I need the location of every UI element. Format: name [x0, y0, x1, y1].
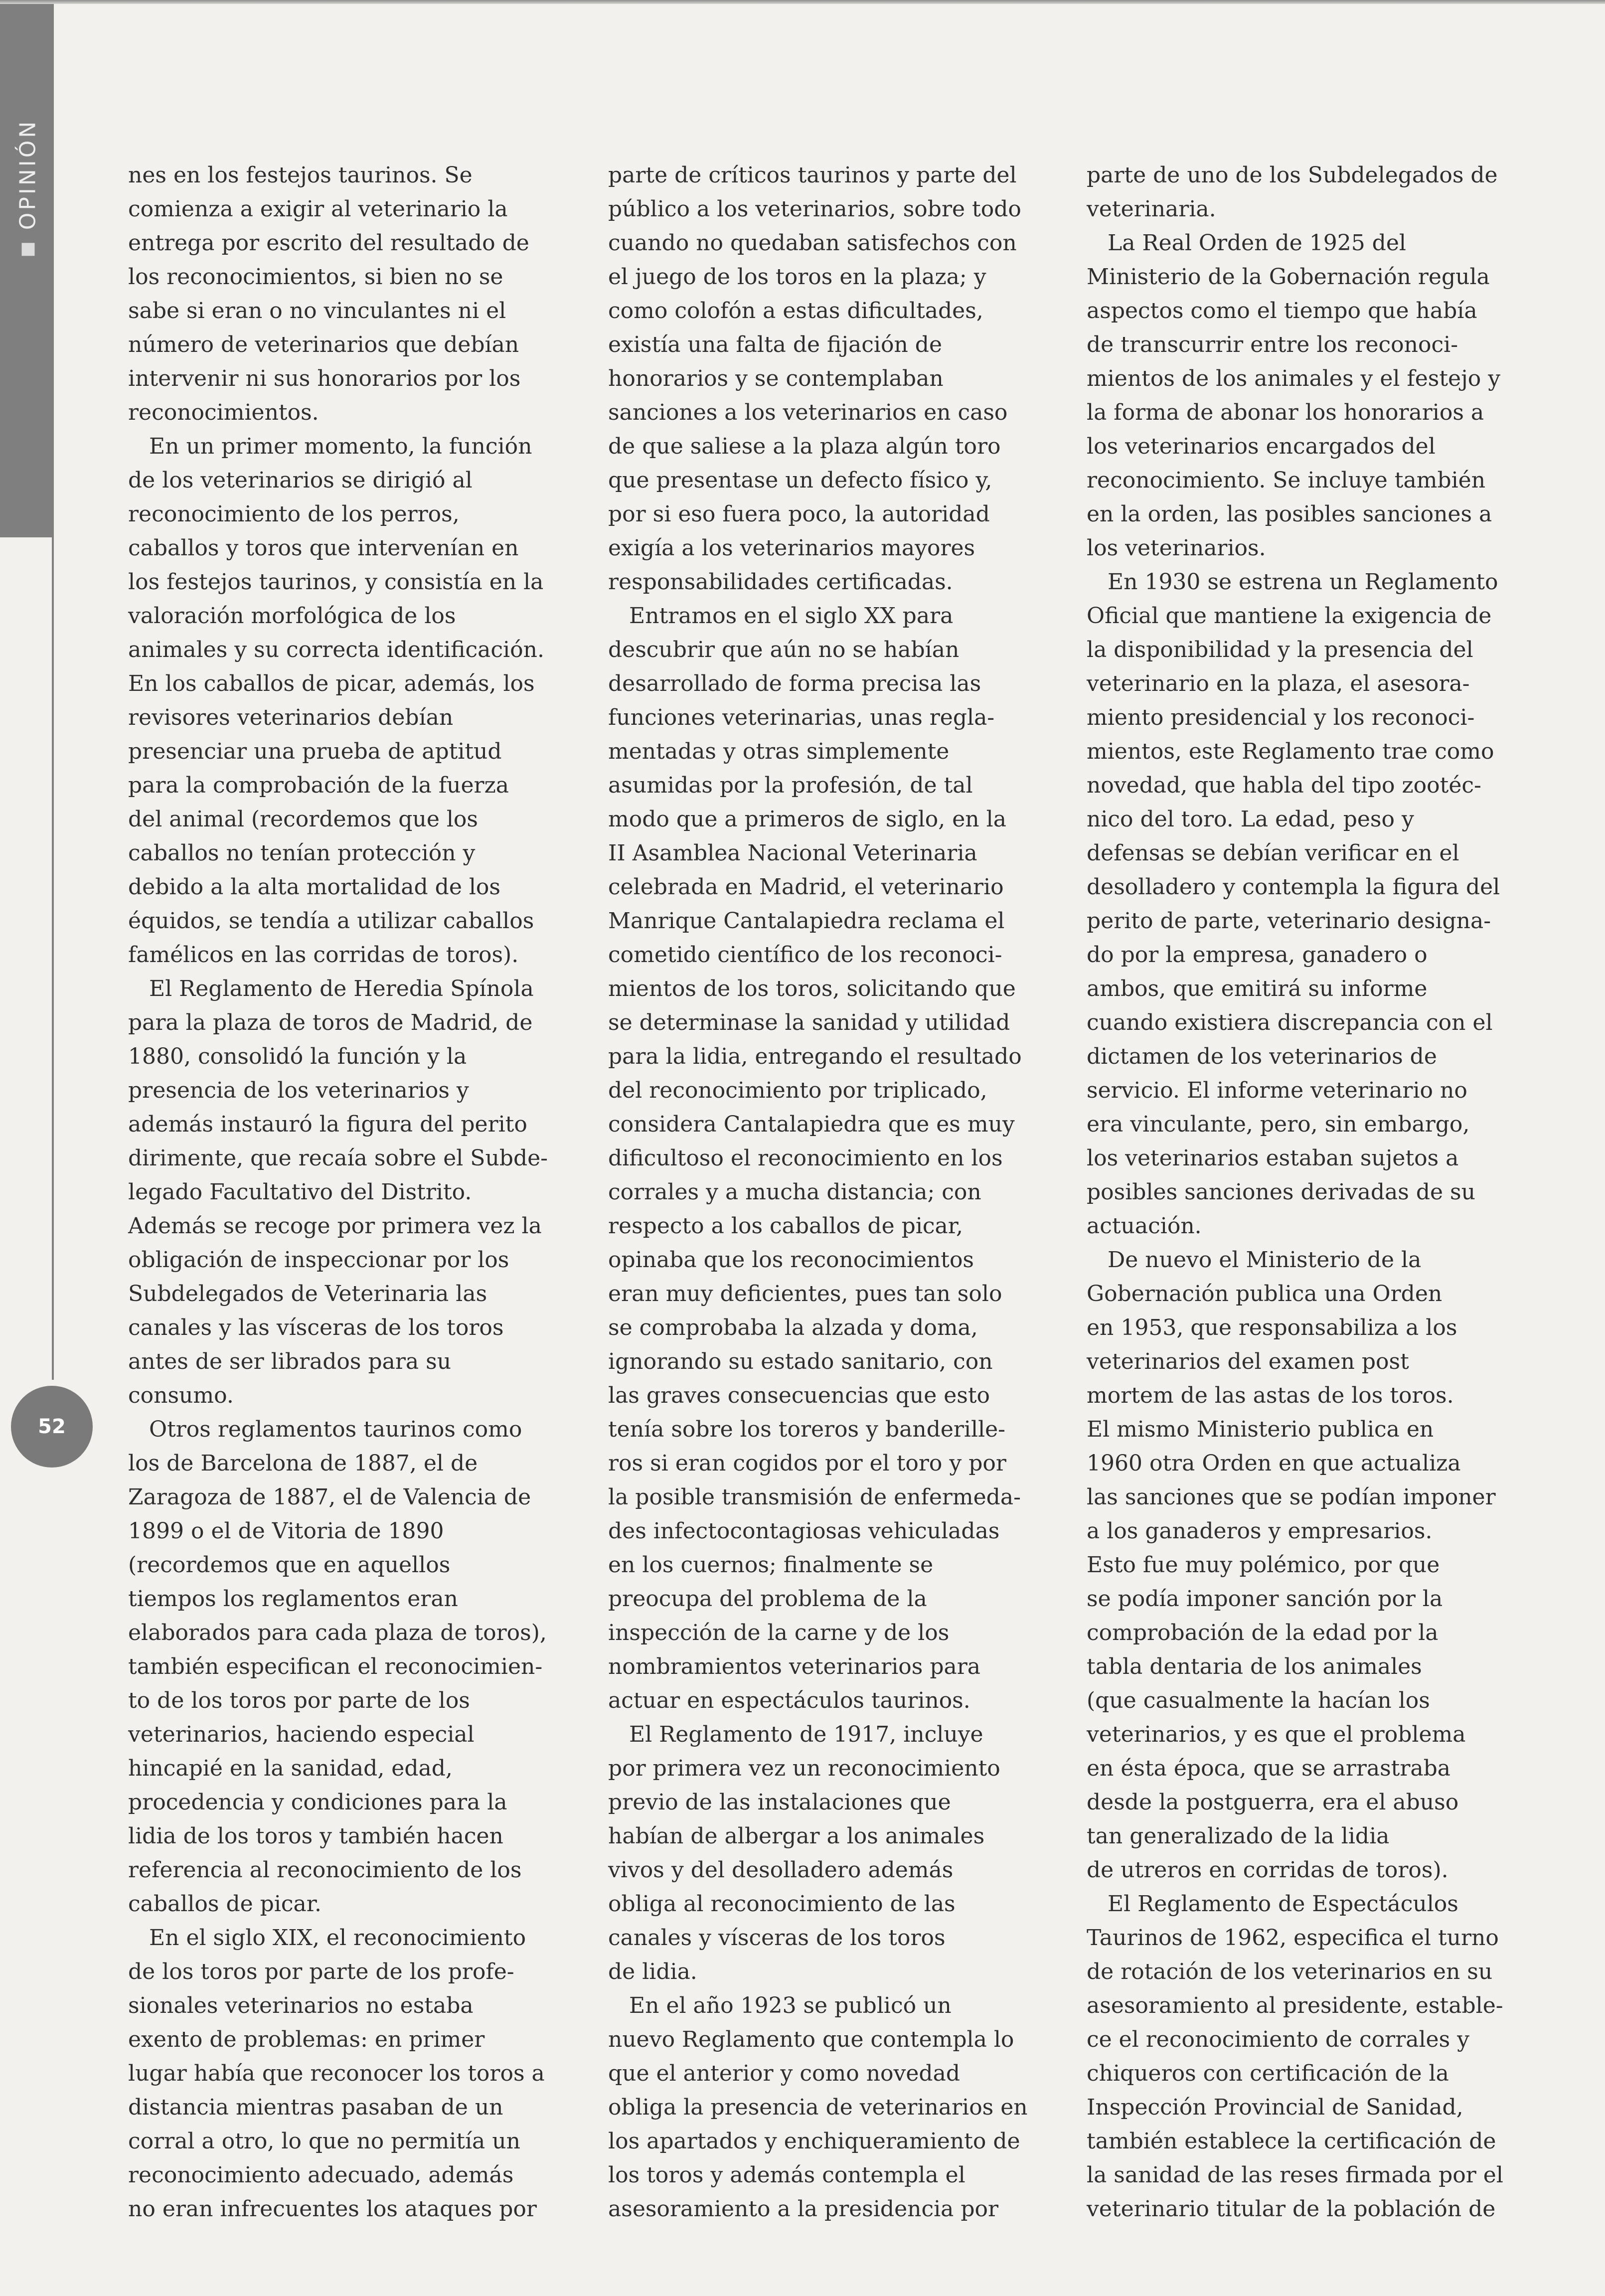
text-line: los veterinarios estaban sujetos a	[1087, 1146, 1459, 1171]
text-line: corrales y a mucha distancia; con	[608, 1179, 981, 1205]
text-line: Zaragoza de 1887, el de Valencia de	[128, 1484, 531, 1510]
text-line: inspección de la carne y de los	[608, 1620, 950, 1645]
text-line: modo que a primeros de siglo, en la	[608, 807, 1006, 832]
text-line: por primera vez un reconocimiento	[608, 1756, 1000, 1781]
text-line: presenciar una prueba de aptitud	[128, 739, 502, 764]
text-line: desarrollado de forma precisa las	[608, 671, 981, 696]
text-line: de que saliese a la plaza algún toro	[608, 434, 1001, 459]
text-line: además instauró la figura del perito	[128, 1112, 527, 1137]
text-line: Oficial que mantiene la exigencia de	[1087, 603, 1492, 629]
text-line: no eran infrecuentes los ataques por	[128, 2196, 537, 2222]
text-line: En el año 1923 se publicó un	[629, 1993, 952, 2018]
text-line: Inspección Provincial de Sanidad,	[1087, 2095, 1463, 2120]
text-line: veterinarios, y es que el problema	[1087, 1722, 1466, 1747]
text-line: presencia de los veterinarios y	[128, 1078, 469, 1103]
top-rule	[0, 0, 1605, 4]
text-line: en los cuernos; finalmente se	[608, 1552, 934, 1578]
text-line: el juego de los toros en la plaza; y	[608, 264, 986, 290]
text-line: también especifican el reconocimien-	[128, 1654, 543, 1679]
text-line: reconocimientos.	[128, 400, 319, 425]
text-line: de lidia.	[608, 1959, 697, 1984]
text-line: nes en los festejos taurinos. Se	[128, 163, 473, 188]
text-line: tabla dentaria de los animales	[1087, 1654, 1422, 1679]
text-line: las graves consecuencias que esto	[608, 1383, 990, 1408]
text-line: revisores veterinarios debían	[128, 705, 454, 730]
text-line: actuación.	[1087, 1213, 1202, 1239]
text-line: Manrique Cantalapiedra reclama el	[608, 908, 1005, 934]
text-line: los toros y además contempla el	[608, 2162, 965, 2188]
text-line: exento de problemas: en primer	[128, 2027, 485, 2052]
text-line: nico del toro. La edad, peso y	[1087, 807, 1414, 832]
text-line: público a los veterinarios, sobre todo	[608, 196, 1021, 222]
section-label-text: OPINIÓN	[15, 119, 41, 230]
text-line: Otros reglamentos taurinos como	[149, 1417, 522, 1442]
text-line: parte de uno de los Subdelegados de	[1087, 163, 1498, 188]
text-line: para la comprobación de la fuerza	[128, 773, 509, 798]
text-line: cometido científico de los reconoci-	[608, 942, 1002, 968]
text-line: canales y las vísceras de los toros	[128, 1315, 504, 1340]
text-line: Entramos en el siglo XX para	[629, 603, 954, 629]
text-line: vivos y del desolladero además	[608, 1857, 954, 1883]
text-line: ignorando su estado sanitario, con	[608, 1349, 993, 1374]
text-line: los reconocimientos, si bien no se	[128, 264, 503, 290]
text-line: (recordemos que en aquellos	[128, 1552, 451, 1578]
text-line: veterinario en la plaza, el asesora-	[1087, 671, 1470, 696]
text-column-3	[1087, 159, 1525, 2226]
text-line: los de Barcelona de 1887, el de	[128, 1451, 478, 1476]
text-line: équidos, se tendía a utilizar caballos	[128, 908, 534, 934]
text-line: sionales veterinarios no estaba	[128, 1993, 474, 2018]
text-line: corral a otro, lo que no permitía un	[128, 2129, 520, 2154]
text-line: funciones veterinarias, unas regla-	[608, 705, 995, 730]
text-line: De nuevo el Ministerio de la	[1108, 1247, 1422, 1273]
text-line: honorarios y se contemplaban	[608, 366, 944, 391]
text-line: 1899 o el de Vitoria de 1890	[128, 1518, 444, 1544]
text-line: considera Cantalapiedra que es muy	[608, 1112, 1015, 1137]
text-column-2	[608, 159, 1047, 2226]
text-line: en ésta época, que se arrastraba	[1087, 1756, 1451, 1781]
text-line: tenía sobre los toreros y banderille-	[608, 1417, 1006, 1442]
text-line: servicio. El informe veterinario no	[1087, 1078, 1467, 1103]
text-line: chiqueros con certificación de la	[1087, 2061, 1449, 2086]
text-line: número de veterinarios que debían	[128, 332, 519, 357]
text-line: En el siglo XIX, el reconocimiento	[149, 1925, 526, 1951]
text-line: actuar en espectáculos taurinos.	[608, 1688, 970, 1713]
text-line: mortem de las astas de los toros.	[1087, 1383, 1454, 1408]
text-line: to de los toros por parte de los	[128, 1688, 470, 1713]
text-line: aspectos como el tiempo que había	[1087, 298, 1477, 324]
text-line: de los veterinarios se dirigió al	[128, 468, 473, 493]
text-line: debido a la alta mortalidad de los	[128, 874, 500, 900]
text-line: mientos de los animales y el festejo y	[1087, 366, 1501, 391]
text-line: celebrada en Madrid, el veterinario	[608, 874, 1004, 900]
text-line: asesoramiento a la presidencia por	[608, 2196, 999, 2222]
text-line: perito de parte, veterinario designa-	[1087, 908, 1491, 934]
text-line: obliga la presencia de veterinarios en	[608, 2095, 1028, 2120]
text-line: desde la postguerra, era el abuso	[1087, 1790, 1459, 1815]
text-line: consumo.	[128, 1383, 234, 1408]
text-line: nombramientos veterinarios para	[608, 1654, 981, 1679]
text-line: El Reglamento de Espectáculos	[1108, 1891, 1458, 1917]
text-line: veterinarios del examen post	[1087, 1349, 1409, 1374]
text-line: El Reglamento de 1917, incluye	[629, 1722, 983, 1747]
text-line: parte de críticos taurinos y parte del	[608, 163, 1017, 188]
text-line: los veterinarios encargados del	[1087, 434, 1436, 459]
text-line: ambos, que emitirá su informe	[1087, 976, 1428, 1001]
text-line: mientos de los toros, solicitando que	[608, 976, 1016, 1001]
text-line: mientos, este Reglamento trae como	[1087, 739, 1494, 764]
text-line: hincapié en la sanidad, edad,	[128, 1756, 453, 1781]
text-line: II Asamblea Nacional Veterinaria	[608, 840, 977, 866]
text-line: posibles sanciones derivadas de su	[1087, 1179, 1475, 1205]
text-line: caballos y toros que intervenían en	[128, 535, 519, 561]
margin-rule	[52, 537, 54, 1380]
text-line: la disponibilidad y la presencia del	[1087, 637, 1473, 662]
text-line: responsabilidades certificadas.	[608, 569, 953, 595]
text-line: obligación de inspeccionar por los	[128, 1247, 509, 1273]
text-line: de utreros en corridas de toros).	[1087, 1857, 1448, 1883]
text-line: En 1930 se estrena un Reglamento	[1108, 569, 1498, 595]
text-line: El mismo Ministerio publica en	[1087, 1417, 1434, 1442]
text-line: ros si eran cogidos por el toro y por	[608, 1451, 1006, 1476]
text-line: El Reglamento de Heredia Spínola	[149, 976, 534, 1001]
text-line: canales y vísceras de los toros	[608, 1925, 946, 1951]
text-line: los apartados y enchiqueramiento de	[608, 2129, 1020, 2154]
text-line: do por la empresa, ganadero o	[1087, 942, 1428, 968]
text-line: En un primer momento, la función	[149, 434, 532, 459]
text-line: en la orden, las posibles sanciones a	[1087, 501, 1492, 527]
text-line: del reconocimiento por triplicado,	[608, 1078, 987, 1103]
text-line: respecto a los caballos de picar,	[608, 1213, 963, 1239]
text-line: las sanciones que se podían imponer	[1087, 1484, 1496, 1510]
text-line: dificultoso el reconocimiento en los	[608, 1146, 1003, 1171]
text-line: lugar había que reconocer los toros a	[128, 2061, 545, 2086]
text-line: dictamen de los veterinarios de	[1087, 1044, 1437, 1069]
text-line: preocupa del problema de la	[608, 1586, 927, 1612]
text-line: se determinase la sanidad y utilidad	[608, 1010, 1010, 1035]
text-line: existía una falta de fijación de	[608, 332, 943, 357]
text-line: legado Facultativo del Distrito.	[128, 1179, 472, 1205]
text-line: de los toros por parte de los profe-	[128, 1959, 514, 1984]
text-line: caballos no tenían protección y	[128, 840, 476, 866]
text-line: Subdelegados de Veterinaria las	[128, 1281, 487, 1307]
text-line: comienza a exigir al veterinario la	[128, 196, 508, 222]
text-line: sabe si eran o no vinculantes ni el	[128, 298, 506, 324]
text-line: Taurinos de 1962, especifica el turno	[1087, 1925, 1499, 1951]
text-line: cuando no quedaban satisfechos con	[608, 230, 1017, 256]
text-line: distancia mientras pasaban de un	[128, 2095, 503, 2120]
text-line: La Real Orden de 1925 del	[1108, 230, 1406, 256]
text-line: En los caballos de picar, además, los	[128, 671, 535, 696]
text-line: veterinaria.	[1087, 196, 1216, 222]
text-line: ce el reconocimiento de corrales y	[1087, 2027, 1470, 2052]
text-line: desolladero y contempla la figura del	[1087, 874, 1500, 900]
text-line: sanciones a los veterinarios en caso	[608, 400, 1008, 425]
text-line: 1880, consolidó la función y la	[128, 1044, 467, 1069]
text-line: caballos de picar.	[128, 1891, 321, 1917]
text-column-1	[128, 159, 567, 2226]
text-line: animales y su correcta identificación.	[128, 637, 544, 662]
text-line: defensas se debían verificar en el	[1087, 840, 1459, 866]
text-line: asesoramiento al presidente, estable-	[1087, 1993, 1503, 2018]
text-line: des infectocontagiosas vehiculadas	[608, 1518, 1000, 1544]
text-line: Esto fue muy polémico, por que	[1087, 1552, 1440, 1578]
page-number: 52	[11, 1386, 93, 1468]
text-line: miento presidencial y los reconoci-	[1087, 705, 1475, 730]
text-line: de transcurrir entre los reconoci-	[1087, 332, 1458, 357]
text-line: los festejos taurinos, y consistía en la	[128, 569, 544, 595]
text-line: como colofón a estas dificultades,	[608, 298, 983, 324]
text-line: eran muy deficientes, pues tan solo	[608, 1281, 1002, 1307]
text-line: opinaba que los reconocimientos	[608, 1247, 974, 1273]
text-line: obliga al reconocimiento de las	[608, 1891, 956, 1917]
text-line: habían de albergar a los animales	[608, 1823, 985, 1849]
text-line: se podía imponer sanción por la	[1087, 1586, 1443, 1612]
text-line: la posible transmisión de enfermeda-	[608, 1484, 1021, 1510]
text-line: asumidas por la profesión, de tal	[608, 773, 973, 798]
text-line: la sanidad de las reses firmada por el	[1087, 2162, 1503, 2188]
text-line: intervenir ni sus honorarios por los	[128, 366, 521, 391]
text-line: mentadas y otras simplemente	[608, 739, 950, 764]
section-label	[15, 119, 41, 256]
text-line: los veterinarios.	[1087, 535, 1266, 561]
text-line: para la lidia, entregando el resultado	[608, 1044, 1022, 1069]
text-line: 1960 otra Orden en que actualiza	[1087, 1451, 1461, 1476]
text-line: Ministerio de la Gobernación regula	[1087, 264, 1490, 290]
text-line: para la plaza de toros de Madrid, de	[128, 1010, 533, 1035]
text-line: dirimente, que recaía sobre el Subde-	[128, 1146, 548, 1171]
text-line: antes de ser librados para su	[128, 1349, 452, 1374]
text-line: por si eso fuera poco, la autoridad	[608, 501, 990, 527]
text-line: reconocimiento de los perros,	[128, 501, 460, 527]
text-line: exigía a los veterinarios mayores	[608, 535, 975, 561]
text-line: tiempos los reglamentos eran	[128, 1586, 458, 1612]
text-line: procedencia y condiciones para la	[128, 1790, 507, 1815]
text-line: cuando existiera discrepancia con el	[1087, 1010, 1493, 1035]
text-line: referencia al reconocimiento de los	[128, 1857, 522, 1883]
text-line: elaborados para cada plaza de toros),	[128, 1620, 547, 1645]
text-line: del animal (recordemos que los	[128, 807, 478, 832]
text-line: era vinculante, pero, sin embargo,	[1087, 1112, 1470, 1137]
text-line: valoración morfológica de los	[128, 603, 456, 629]
text-line: veterinario titular de la población de	[1087, 2196, 1496, 2222]
text-line: reconocimiento adecuado, además	[128, 2162, 514, 2188]
text-line: que presentase un defecto físico y,	[608, 468, 992, 493]
text-line: en 1953, que responsabiliza a los	[1087, 1315, 1457, 1340]
text-line: (que casualmente la hacían los	[1087, 1688, 1430, 1713]
text-line: Gobernación publica una Orden	[1087, 1281, 1443, 1307]
text-line: previo de las instalaciones que	[608, 1790, 951, 1815]
text-line: comprobación de la edad por la	[1087, 1620, 1439, 1645]
text-line: también establece la certificación de	[1087, 2129, 1496, 2154]
text-line: que el anterior y como novedad	[608, 2061, 960, 2086]
text-line: lidia de los toros y también hacen	[128, 1823, 503, 1849]
text-line: se comprobaba la alzada y doma,	[608, 1315, 978, 1340]
text-line: tan generalizado de la lidia	[1087, 1823, 1390, 1849]
text-line: nuevo Reglamento que contempla lo	[608, 2027, 1014, 2052]
text-line: novedad, que habla del tipo zootéc-	[1087, 773, 1481, 798]
text-line: descubrir que aún no se habían	[608, 637, 960, 662]
text-line: Además se recoge por primera vez la	[128, 1213, 542, 1239]
text-line: famélicos en las corridas de toros).	[128, 942, 519, 968]
section-tab	[0, 4, 54, 537]
text-line: veterinarios, haciendo especial	[128, 1722, 475, 1747]
text-line: a los ganaderos y empresarios.	[1087, 1518, 1433, 1544]
square-bullet-icon	[21, 243, 34, 256]
text-line: entrega por escrito del resultado de	[128, 230, 529, 256]
text-line: reconocimiento. Se incluye también	[1087, 468, 1486, 493]
text-line: de rotación de los veterinarios en su	[1087, 1959, 1493, 1984]
text-line: la forma de abonar los honorarios a	[1087, 400, 1484, 425]
